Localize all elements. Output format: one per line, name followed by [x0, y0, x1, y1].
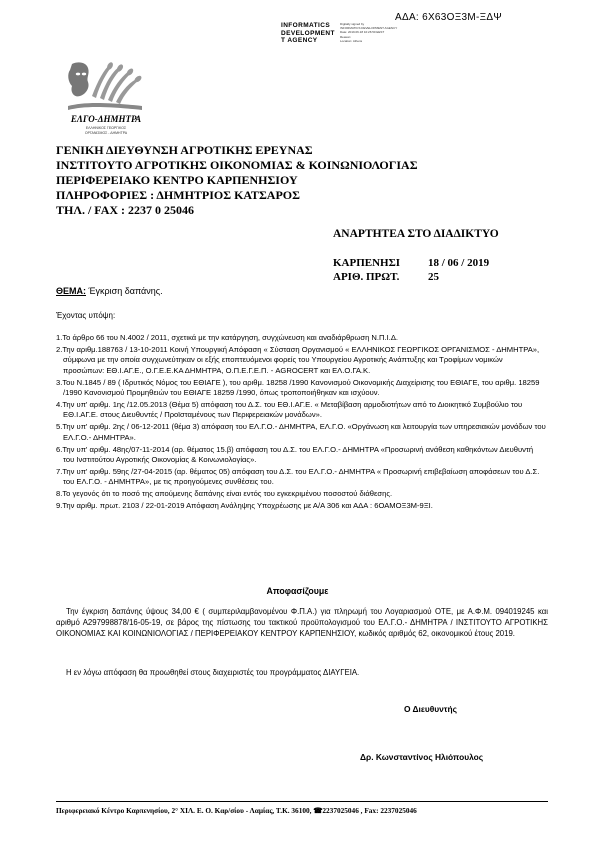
signature-detail-line: Location: Athens	[340, 38, 363, 43]
ada-code: ΑΔΑ: 6Χ63ΟΞ3Μ-ΞΔΨ	[395, 12, 503, 23]
digital-signature-details	[340, 22, 397, 43]
director-title: Ο Διευθυντής	[404, 704, 457, 714]
place-label: ΚΑΡΠΕΝΗΣΙ	[333, 257, 401, 269]
list-item: 6.Την υπ' αριθμ. 48ης/07-11-2014 (αρ. θέματος 15.β) απόφαση του Δ.Σ. του ΕΛ.Γ.Ο.- ΔΗΜΗΤΡΑ «Προσωρινή ανάθεση καθηκόντων Διευθυντή του Ινστιτούτου Αγροτικής Οικονομίας & Κοινωνιολογίας».	[56, 444, 534, 464]
ida-line: T AGENCY	[281, 37, 318, 44]
header-line-phone-fax: ΤΗΛ. / FAX : 2237 0 25046	[56, 203, 195, 217]
ida-line: DEVELOPMENT	[281, 29, 335, 37]
footer-divider	[56, 801, 548, 802]
ida-signature-block	[281, 22, 335, 45]
decision-heading: Αποφασίζουμε	[266, 586, 329, 596]
legal-references-list	[56, 333, 546, 513]
header-line-regional-center: ΠΕΡΙΦΕΡΕΙΑΚΟ ΚΕΝΤΡΟ ΚΑΡΠΕΝΗΣΙΟΥ	[56, 173, 298, 187]
signer-name: Δρ. Κωνσταντίνος Ηλιόπουλος	[360, 752, 484, 762]
subject-line	[56, 286, 163, 296]
list-item: 9.Την αριθμ. πρωτ. 2103 / 22-01-2019 Απόφαση Ανάληψης Υποχρέωσης με Α/Α 306 και ΑΔΑ : 6ΟΑΜΟΞ3Μ-9ΞΙ.	[56, 501, 433, 511]
header-line-information: ΠΛΗΡΟΦΟΡΙΕΣ : ΔΗΜΗΤΡΙΟΣ ΚΑΤΣΑΡΟΣ	[56, 188, 300, 202]
place-protocol-labels	[333, 257, 400, 284]
signature-detail-line: Date: 2019.06.18 10:26:50 EEST	[340, 30, 385, 35]
logo-subtitle-line: ΟΡΓΑΝΙΣΜΟΣ - ΔΗΜΗΤΡΑ	[84, 130, 128, 135]
list-item: 3.Του Ν.1845 / 89 ( Ιδρυτικός Νόμος του ΕΘΙΑΓΕ ), του αριθμ. 18258 /1990 Κανονισμού Οικονομικής Διαχείρισης του ΕΘΙΑΓΕ, του αριθμ. 18259 /1990 Κανονισμού Προμηθειών του ΕΘΙΑΓΕ 18259 /1990, όπως τροποποιήθηκαν και ισχύουν.	[56, 377, 540, 398]
decision-paragraph: Την έγκριση δαπάνης ύψους 34,00 € ( συμπεριλαμβανομένου Φ.Π.Α.) για πληρωμή του Λογαριασμού ΟΤΕ, με Α.Φ.Μ. 094019245 και αριθμό Α297998878/16-05-19, σε βάρος της πίστωσης του τακτικού προϋπολογισμού του ΕΛ.Γ.Ο.- ΔΗΜΗΤΡΑ / ΙΝΣΤΙΤΟΥΤΟ ΑΓΡΟΤΙΚΗΣ ΟΙΚΟΝΟΜΙΑΣ ΚΑΙ ΚΟΙΝΩΝΙΟΛΟΓΙΑΣ / ΠΕΡΙΦΕΡΕΙΑΚΟΥ ΚΕΝΤΡΟΥ ΚΑΡΠΕΝΗΣΙΟΥ, κωδικός αριθμός 62, οικονομικού έτους 2019.	[56, 607, 548, 638]
list-item: 8.Το γεγονός ότι το ποσό της απούμενης δαπάνης είναι εντός του εγκεκριμένου ποσοστού διάθεσης.	[56, 489, 393, 499]
list-item: 7.Την υπ' αριθμ. 59ης /27-04-2015 (αρ. θέματος 05) απόφαση του Δ.Σ. του ΕΛ.Γ.Ο.- ΔΗΜΗΤΡΑ « Προσωρινή επιβεβαίωση αποφάσεων του Δ.Σ. του ΕΛ.Γ.Ο. - ΔΗΜΗΤΡΑ», με τις προηγούμενες συνθέσεις του.	[56, 466, 540, 487]
ida-line: INFORMATICS	[281, 22, 331, 29]
footer-address: Περιφερειακό Κέντρο Καρπενησίου, 2° ΧΙΛ. Ε. Ο. Καρ/σίου - Λαμίας, Τ.Κ. 36100, ☎2237025046 , Fax: 2237025046	[56, 806, 417, 815]
list-item: 2.Την αριθμ.188763 / 13-10-2011 Κοινή Υπουργική Απόφαση « Σύσταση Οργανισμού « ΕΛΛΗΝΙΚΟΣ ΓΕΩΡΓΙΚΟΣ ΟΡΓΑΝΙΣΜΟΣ - ΔΗΜΗΤΡΑ», σύμφωνα με την οποία συγχωνεύτηκαν οι εξής εποπτευόμενοι φορείς του Υπουργείου Αγροτικής Ανάπτυξης και Τροφίμων νομικών προσώπων: ΕΘ.Ι.ΑΓ.Ε., Ο.Γ.Ε.Ε.ΚΑ ΔΗΜΗΤΡΑ, Ο.Π.Ε.Γ.Ε.Π. - AGROCERT και ΕΛ.Ο.ΓΑ.Κ.	[56, 344, 540, 375]
signature-detail-line: INFORMATICS DEVELOPMENT AGENCY	[340, 26, 398, 31]
having-in-view: Έχοντας υπόψη:	[56, 311, 116, 320]
logo-subtitle	[64, 126, 148, 135]
header-line-directorate: ΓΕΝΙΚΗ ΔΙΕΥΘΥΝΣΗ ΑΓΡΟΤΙΚΗΣ ΕΡΕΥΝΑΣ	[56, 143, 313, 157]
announce-online-label: ΑΝΑΡΤΗΤΕΑ ΣΤΟ ΔΙΑΔΙΚΤΥΟ	[333, 228, 499, 240]
logo-subtitle-line: ΕΛΛΗΝΙΚΟΣ ΓΕΩΡΓΙΚΟΣ	[85, 126, 127, 130]
diavgeia-note: Η εν λόγω απόφαση θα προωθηθεί στους διαχειριστές του προγράμματος ΔΙΑΥΓΕΙΑ.	[66, 668, 360, 677]
header-line-institute: ΙΝΣΤΙΤΟΥΤΟ ΑΓΡΟΤΙΚΗΣ ΟΙΚΟΝΟΜΙΑΣ & ΚΟΙΝΩΝΙΟΛΟΓΙΑΣ	[56, 158, 418, 172]
document-date: 18 / 06 / 2019	[428, 257, 490, 269]
list-item: 5.Την υπ' αριθμ. 2ης / 06-12-2011 (θέμα 3) απόφαση του ΕΛ.Γ.Ο.- ΔΗΜΗΤΡΑ, ΕΛ.Γ.Ο. «Οργάνωση και λειτουργία των υπηρεσιακών μονάδων του ΕΛ.Γ.Ο.- ΔΗΜΗΤΡΑ».	[56, 422, 546, 442]
logo-wordmark: ΕΛΓΟ-ΔΗΜΗΤΡΑ	[70, 114, 142, 124]
signature-detail-line: Reason:	[340, 34, 352, 39]
institution-header	[56, 143, 418, 218]
date-protocol-values	[428, 257, 489, 284]
subject-label: ΘΕΜΑ:	[56, 286, 86, 296]
list-item: 1.Το άρθρο 66 του Ν.4002 / 2011, σχετικά με την κατάργηση, συγχώνευση και αναδιάρθρωση Ν.Π.Ι.Δ.	[56, 333, 399, 342]
protocol-label: ΑΡΙΘ. ΠΡΩΤ.	[333, 270, 400, 283]
signature-detail-line: Digitally signed by	[340, 22, 365, 26]
subject-text: Έγκριση δαπάνης.	[86, 286, 163, 296]
list-item: 4.Την υπ' αριθμ. 1ης /12.05.2013 (Θέμα 5) απόφαση του Δ.Σ. του ΕΘ.Ι.ΑΓ.Ε. « Μεταβίβαση αρμοδιοτήτων από το Διοικητικό Συμβούλιο του ΕΘ.Ι.ΑΓ.Ε. στους Διευθυντές / Προϊσταμένους των Περιφερειακών μονάδων».	[56, 399, 523, 420]
protocol-number: 25	[428, 270, 439, 283]
